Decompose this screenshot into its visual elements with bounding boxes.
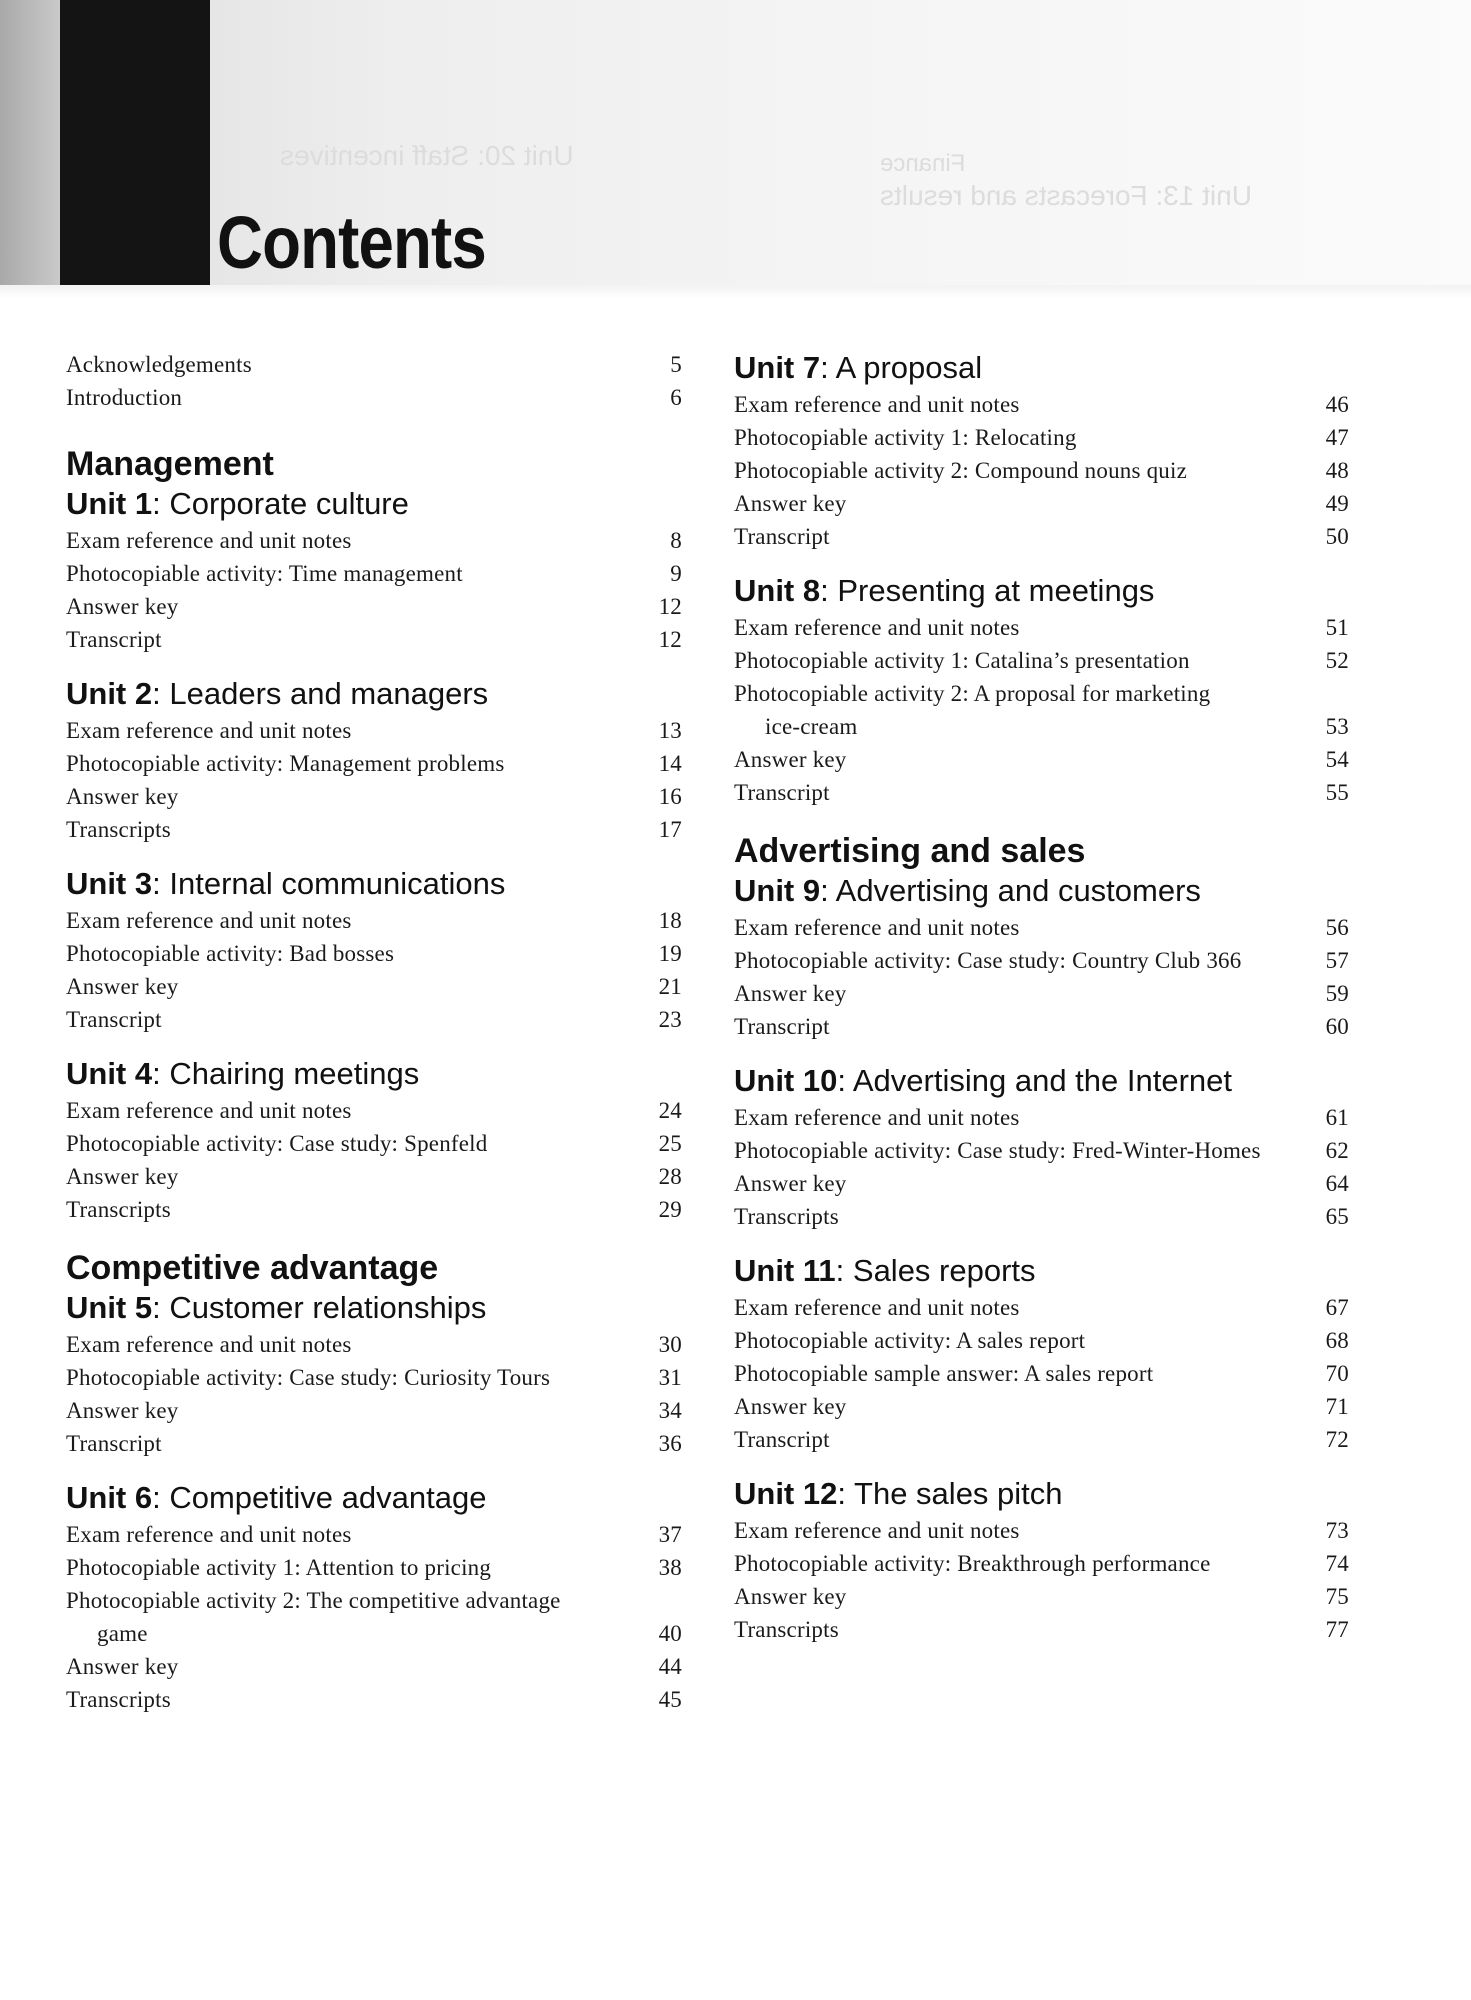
toc-entry[interactable]: [734, 1167, 1349, 1200]
toc-entry-label: Photocopiable activity 2: The competitive advantage: [66, 1588, 561, 1613]
toc-entry-page: 71: [1325, 1394, 1349, 1419]
toc-entry-label: Answer key: [734, 1584, 847, 1609]
toc-entry[interactable]: [66, 780, 682, 813]
toc-entry[interactable]: [66, 1193, 682, 1226]
toc-entry-label: Transcripts: [66, 1197, 171, 1222]
unit-number: Unit 9: [734, 873, 821, 908]
toc-entry-label: Photocopiable activity 1: Relocating: [734, 425, 1077, 450]
toc-entry-label: Transcripts: [734, 1204, 839, 1229]
unit-heading[interactable]: Unit 3: Internal communications: [66, 866, 506, 901]
toc-entry-label: Exam reference and unit notes: [66, 718, 352, 743]
unit-title: Corporate culture: [169, 486, 409, 521]
toc-entry-label: Answer key: [66, 1164, 179, 1189]
toc-entry-page: 13: [658, 718, 682, 743]
toc-entry-label: Exam reference and unit notes: [66, 1098, 352, 1123]
toc-entry-page: 60: [1325, 1014, 1349, 1039]
toc-entry[interactable]: [66, 937, 682, 970]
toc-entry[interactable]: [734, 677, 1349, 710]
toc-entry[interactable]: [66, 904, 682, 937]
toc-entry[interactable]: [734, 1357, 1349, 1390]
toc-entry[interactable]: [734, 1390, 1349, 1423]
unit-heading[interactable]: Unit 2: Leaders and managers: [66, 676, 489, 711]
unit-number: Unit 10: [734, 1063, 838, 1098]
toc-entry[interactable]: [734, 454, 1349, 487]
toc-entry-label: Photocopiable activity: Breakthrough performance: [734, 1551, 1211, 1576]
toc-entry[interactable]: [734, 1134, 1349, 1167]
section-heading: Management: [66, 445, 274, 483]
unit-title: Customer relationships: [169, 1290, 487, 1325]
toc-entry[interactable]: [734, 944, 1349, 977]
toc-entry-label: Exam reference and unit notes: [66, 1332, 352, 1357]
toc-entry-label: Photocopiable activity: Case study: Country Club 366: [734, 948, 1242, 973]
toc-entry-label: Transcripts: [734, 1617, 839, 1642]
toc-entry[interactable]: [734, 1547, 1349, 1580]
unit-title: Chairing meetings: [169, 1056, 420, 1091]
toc-entry-label: Exam reference and unit notes: [734, 915, 1020, 940]
toc-entry-label: Answer key: [66, 974, 179, 999]
toc-entry-page: 38: [658, 1555, 682, 1580]
toc-entry[interactable]: [66, 1683, 682, 1716]
unit-number: Unit 11: [734, 1253, 836, 1288]
toc-entry[interactable]: [734, 1200, 1349, 1233]
toc-entry-label: Photocopiable activity 2: A proposal for marketing: [734, 681, 1211, 706]
unit-heading[interactable]: Unit 8: Presenting at meetings: [734, 573, 1155, 608]
toc-entry-label: Transcript: [66, 1431, 162, 1456]
toc-entry-label: Transcripts: [66, 817, 171, 842]
toc-entry[interactable]: [66, 1584, 682, 1617]
toc-entry[interactable]: [734, 1613, 1349, 1646]
toc-entry-page: 5: [670, 352, 682, 377]
toc-entry-page: 67: [1325, 1295, 1349, 1320]
toc-entry-label: Photocopiable activity 1: Attention to pricing: [66, 1555, 492, 1580]
toc-entry-label: Exam reference and unit notes: [66, 1522, 352, 1547]
toc-entry-label: Introduction: [66, 385, 183, 410]
toc-entry-page: 57: [1325, 948, 1349, 973]
unit-title: Advertising and customers: [835, 873, 1201, 908]
toc-entry-label: Transcript: [66, 627, 162, 652]
toc-entry-page: 24: [658, 1098, 682, 1123]
unit-heading[interactable]: Unit 12: The sales pitch: [734, 1476, 1063, 1511]
toc-entry-label: Transcript: [66, 1007, 162, 1032]
toc-entry[interactable]: [734, 1101, 1349, 1134]
unit-title: Leaders and managers: [169, 676, 489, 711]
toc-entry-label: Exam reference and unit notes: [734, 1518, 1020, 1543]
toc-entry-label: game: [97, 1621, 148, 1646]
toc-entry-page: 45: [658, 1687, 682, 1712]
toc-entry-label: Answer key: [66, 1654, 179, 1679]
toc-entry-label: Answer key: [734, 747, 847, 772]
toc-entry-page: 64: [1325, 1171, 1349, 1196]
toc-entry-label: Photocopiable activity 2: Compound nouns quiz: [734, 458, 1187, 483]
toc-entry[interactable]: [66, 1328, 682, 1361]
unit-number: Unit 5: [66, 1290, 153, 1325]
unit-heading[interactable]: Unit 11: Sales reports: [734, 1253, 1036, 1288]
toc-entry-label: Exam reference and unit notes: [66, 908, 352, 933]
toc-entry[interactable]: [66, 348, 682, 381]
toc-entry[interactable]: [734, 1423, 1349, 1456]
toc-entry[interactable]: [734, 644, 1349, 677]
unit-number: Unit 1: [66, 486, 153, 521]
toc-entry[interactable]: [66, 747, 682, 780]
toc-entry-page: 28: [658, 1164, 682, 1189]
toc-entry-label: Exam reference and unit notes: [734, 615, 1020, 640]
toc-entry-label: Exam reference and unit notes: [734, 1295, 1020, 1320]
toc-entry[interactable]: [734, 611, 1349, 644]
toc-entry-page: 17: [658, 817, 682, 842]
toc-entry-page: 62: [1325, 1138, 1349, 1163]
toc-entry-page: 73: [1325, 1518, 1349, 1543]
toc-entry-page: 65: [1325, 1204, 1349, 1229]
toc-entry-page: 29: [658, 1197, 682, 1222]
toc-entry-page: 75: [1325, 1584, 1349, 1609]
toc-entry-page: 49: [1325, 491, 1349, 516]
show-through-text: Finance: [880, 150, 966, 177]
toc-entry[interactable]: [66, 1551, 682, 1584]
toc-entry-page: 37: [658, 1522, 682, 1547]
header-fade: [0, 285, 1471, 299]
toc-entry-page: 70: [1325, 1361, 1349, 1386]
toc-entry-label: ice-cream: [765, 714, 858, 739]
toc-entry[interactable]: [734, 421, 1349, 454]
toc-entry-page: 36: [658, 1431, 682, 1456]
unit-number: Unit 6: [66, 1480, 153, 1515]
toc-entry[interactable]: [66, 1003, 682, 1036]
toc-entry[interactable]: [734, 1010, 1349, 1043]
toc-entry-label: Answer key: [66, 1398, 179, 1423]
toc-entry[interactable]: [66, 524, 682, 557]
show-through-text: Unit 13: Forecasts and results: [880, 180, 1252, 211]
toc-entry-page: 30: [658, 1332, 682, 1357]
toc-column-left: [66, 348, 682, 1716]
unit-heading[interactable]: Unit 6: Competitive advantage: [66, 1480, 487, 1515]
toc-entry-page: 54: [1325, 747, 1349, 772]
toc-entry-page: 50: [1325, 524, 1349, 549]
toc-entry-page: 12: [658, 594, 682, 619]
toc-entry-label: Transcript: [734, 1014, 830, 1039]
unit-title: Presenting at meetings: [837, 573, 1155, 608]
show-through-text: Unit 20: Staff incentives: [280, 140, 574, 171]
unit-number: Unit 8: [734, 573, 821, 608]
toc-entry[interactable]: [66, 1160, 682, 1193]
toc-entry[interactable]: [734, 1580, 1349, 1613]
toc-entry-page: 51: [1325, 615, 1349, 640]
toc-entry[interactable]: [734, 1291, 1349, 1324]
toc-entry[interactable]: [66, 1518, 682, 1551]
toc-entry-label: Answer key: [734, 491, 847, 516]
unit-title: Competitive advantage: [169, 1480, 487, 1515]
toc-entry-page: 18: [658, 908, 682, 933]
toc-entry-label: Answer key: [734, 1394, 847, 1419]
toc-entry-page: 52: [1325, 648, 1349, 673]
unit-heading[interactable]: Unit 1: Corporate culture: [66, 486, 409, 521]
toc-entry-label: Answer key: [66, 594, 179, 619]
toc-entry-label: Exam reference and unit notes: [66, 528, 352, 553]
toc-entry[interactable]: [734, 487, 1349, 520]
toc-entry-page: 9: [670, 561, 682, 586]
toc-entry-label: Transcript: [734, 1427, 830, 1452]
toc-entry[interactable]: [66, 1650, 682, 1683]
toc-entry-label: Transcripts: [66, 1687, 171, 1712]
toc-entry-label: Photocopiable activity: Time management: [66, 561, 463, 586]
toc-entry-page: 61: [1325, 1105, 1349, 1130]
toc-entry[interactable]: [66, 970, 682, 1003]
toc-entry[interactable]: [66, 813, 682, 846]
toc-entry-label: Answer key: [734, 981, 847, 1006]
title-accent-bar: [60, 0, 210, 285]
toc-entry[interactable]: [66, 557, 682, 590]
unit-heading[interactable]: Unit 7: A proposal: [734, 350, 983, 385]
toc-entry[interactable]: [66, 1127, 682, 1160]
unit-heading[interactable]: Unit 5: Customer relationships: [66, 1290, 487, 1325]
toc-entry-page: 68: [1325, 1328, 1349, 1353]
toc-entry-label: Photocopiable activity: Case study: Fred-Winter-Homes: [734, 1138, 1261, 1163]
toc-column-right: [734, 348, 1349, 1646]
toc-entry[interactable]: [734, 1514, 1349, 1547]
toc-entry-page: 48: [1325, 458, 1349, 483]
unit-number: Unit 4: [66, 1056, 153, 1091]
unit-heading[interactable]: Unit 4: Chairing meetings: [66, 1056, 420, 1091]
toc-entry-label: Transcript: [734, 524, 830, 549]
toc-entry[interactable]: [66, 1361, 682, 1394]
toc-entry-label: Exam reference and unit notes: [734, 392, 1020, 417]
toc-entry[interactable]: [734, 977, 1349, 1010]
toc-entry-label: Photocopiable sample answer: A sales report: [734, 1361, 1154, 1386]
toc-entry-page: 59: [1325, 981, 1349, 1006]
toc-entry-label: Photocopiable activity 1: Catalina’s presentation: [734, 648, 1190, 673]
toc-entry[interactable]: [66, 1427, 682, 1460]
unit-number: Unit 2: [66, 676, 153, 711]
toc-entry[interactable]: [734, 388, 1349, 421]
section-heading: Advertising and sales: [734, 832, 1086, 870]
toc-entry-label: Photocopiable activity: Management problems: [66, 751, 505, 776]
unit-number: Unit 7: [734, 350, 821, 385]
toc-entry-label: Photocopiable activity: Bad bosses: [66, 941, 395, 966]
toc-entry-continuation[interactable]: [734, 710, 1349, 743]
toc-entry-page: 55: [1325, 780, 1349, 805]
toc-entry-page: 31: [658, 1365, 682, 1390]
toc-entry-continuation[interactable]: [66, 1617, 682, 1650]
toc-entry-label: Answer key: [734, 1171, 847, 1196]
toc-entry-label: Photocopiable activity: Case study: Curiosity Tours: [66, 1365, 551, 1390]
toc-entry-page: 34: [658, 1398, 682, 1423]
page-title: Contents: [217, 201, 486, 284]
toc-entry-page: 12: [658, 627, 682, 652]
toc-entry[interactable]: [734, 911, 1349, 944]
toc-entry-page: 21: [658, 974, 682, 999]
toc-entry[interactable]: [66, 1094, 682, 1127]
toc-entry-page: 53: [1325, 714, 1349, 739]
toc-entry-label: Exam reference and unit notes: [734, 1105, 1020, 1130]
unit-title: Sales reports: [852, 1253, 1036, 1288]
unit-title: Advertising and the Internet: [852, 1063, 1233, 1098]
toc-entry[interactable]: [66, 714, 682, 747]
toc-entry-page: 72: [1325, 1427, 1349, 1452]
unit-title: A proposal: [835, 350, 983, 385]
toc-entry-page: 23: [658, 1007, 682, 1032]
toc-entry[interactable]: [734, 776, 1349, 809]
toc-entry-page: 14: [658, 751, 682, 776]
toc-entry-page: 19: [658, 941, 682, 966]
toc-entry-page: 8: [670, 528, 682, 553]
unit-number: Unit 12: [734, 1476, 838, 1511]
toc-entry[interactable]: [734, 520, 1349, 553]
toc-entry-page: 6: [670, 385, 682, 410]
toc-entry-page: 25: [658, 1131, 682, 1156]
unit-heading[interactable]: Unit 9: Advertising and customers: [734, 873, 1201, 908]
toc-entry-page: 44: [658, 1654, 682, 1679]
toc-entry[interactable]: [734, 1324, 1349, 1357]
toc-entry[interactable]: [66, 590, 682, 623]
unit-title: Internal communications: [169, 866, 506, 901]
toc-entry-page: 40: [658, 1621, 682, 1646]
toc-entry-page: 16: [658, 784, 682, 809]
toc-entry[interactable]: [734, 743, 1349, 776]
toc-entry-page: 56: [1325, 915, 1349, 940]
toc-entry-page: 74: [1325, 1551, 1349, 1576]
toc-entry[interactable]: [66, 1394, 682, 1427]
toc-entry-label: Acknowledgements: [66, 352, 252, 377]
unit-number: Unit 3: [66, 866, 153, 901]
toc-entry[interactable]: [66, 623, 682, 656]
toc-entry[interactable]: [66, 381, 682, 414]
toc-entry-page: 46: [1325, 392, 1349, 417]
unit-title: The sales pitch: [854, 1476, 1063, 1511]
toc-entry-label: Photocopiable activity: A sales report: [734, 1328, 1086, 1353]
toc-entry-label: Answer key: [66, 784, 179, 809]
section-heading: Competitive advantage: [66, 1249, 439, 1287]
toc-entry-label: Transcript: [734, 780, 830, 805]
toc-entry-page: 47: [1325, 425, 1349, 450]
toc-entry-page: 77: [1325, 1617, 1349, 1642]
unit-heading[interactable]: Unit 10: Advertising and the Internet: [734, 1063, 1233, 1098]
toc-entry-label: Photocopiable activity: Case study: Spenfeld: [66, 1131, 488, 1156]
